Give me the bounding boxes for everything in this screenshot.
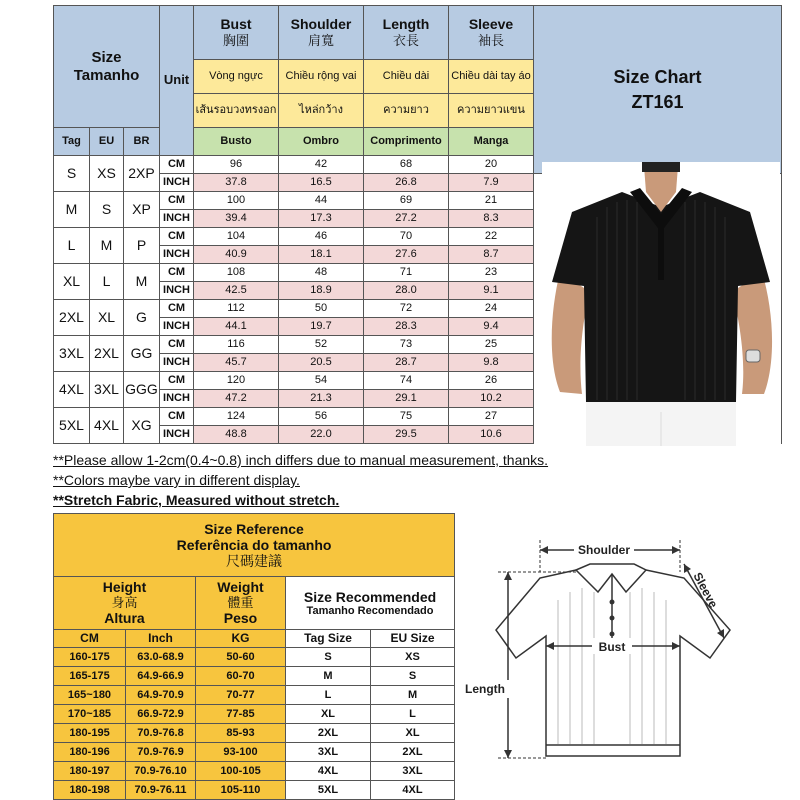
reference-row [54,705,455,724]
height-inch: 70.9-76.11 [126,781,196,800]
sub-header-inch: Inch [126,630,196,648]
unit-cm: CM [160,264,194,282]
reference-row [54,724,455,743]
cm-value: 116 [194,336,279,354]
inch-value: 18.9 [279,282,364,300]
size-reference-title-pt: Referência do tamanho [176,536,332,553]
notes [53,450,548,510]
measure-header-en: Length [382,15,430,32]
inch-value: 27.2 [364,210,449,228]
weight-kg: 60-70 [196,667,286,686]
cm-value: 20 [449,156,534,174]
inch-value: 7.9 [449,174,534,192]
cm-value: 42 [279,156,364,174]
cm-value: 73 [364,336,449,354]
sub-header-cm: CM [54,630,126,648]
weight-kg: 100-105 [196,762,286,781]
measure-header-th: เส้นรอบวงทรงอก [194,94,279,128]
reference-row [54,667,455,686]
eu-size: 2XL [371,743,455,762]
tag-size: M [286,667,371,686]
measure-header-pt: Comprimento [364,128,449,156]
height-inch: 64.9-70.9 [126,686,196,705]
weight-zh: 體重 [227,594,254,610]
model-photo [542,162,780,446]
cm-value: 104 [194,228,279,246]
eu-size: L [90,264,124,300]
shoulder-label: Shoulder [577,543,631,557]
br-size: GGG [124,372,160,408]
height-cm: 180-196 [54,743,126,762]
shirt-outline [496,564,730,756]
eu-size: S [371,667,455,686]
cm-value: 56 [279,408,364,426]
weight-en: Weight [217,579,264,596]
height-cm: 180-195 [54,724,126,743]
chart-title-line1: Size Chart [613,66,702,87]
cm-value: 48 [279,264,364,282]
unit-cm: CM [160,228,194,246]
tag-size: S [54,156,90,192]
br-size: XG [124,408,160,444]
reference-row [54,743,455,762]
eu-size: 3XL [371,762,455,781]
size-header-pt: Tamanho [73,66,140,84]
weight-kg: 50-60 [196,648,286,667]
note-colors: **Colors maybe vary in different display. [53,472,300,488]
inch-value: 16.5 [279,174,364,192]
eu-size: XS [90,156,124,192]
weight-kg: 93-100 [196,743,286,762]
cm-value: 112 [194,300,279,318]
cm-value: 44 [279,192,364,210]
measure-header-vi: Vòng ngực [194,60,279,94]
cm-value: 52 [279,336,364,354]
tag-size: S [286,648,371,667]
inch-value: 47.2 [194,390,279,408]
inch-value: 29.5 [364,426,449,444]
br-size: P [124,228,160,264]
cm-value: 46 [279,228,364,246]
cm-value: 75 [364,408,449,426]
weight-kg: 105-110 [196,781,286,800]
inch-value: 9.8 [449,354,534,372]
unit-cm: CM [160,336,194,354]
cm-value: 70 [364,228,449,246]
eu-size: M [371,686,455,705]
eu-size: XS [371,648,455,667]
recommended-en: Size Recommended [303,588,437,605]
height-inch: 70.9-76.10 [126,762,196,781]
cm-value: 71 [364,264,449,282]
chart-title-line2: ZT161 [631,91,684,112]
height-cm: 165~180 [54,686,126,705]
height-zh: 身高 [111,594,138,610]
tag-size: 3XL [286,743,371,762]
size-reference-title-en: Size Reference [204,520,304,537]
reference-row [54,686,455,705]
unit-cm: CM [160,192,194,210]
size-reference-table [53,513,455,800]
eu-size: XL [371,724,455,743]
cm-value: 74 [364,372,449,390]
measure-header-en: Shoulder [290,15,352,32]
reference-row [54,781,455,800]
inch-value: 28.0 [364,282,449,300]
unit-cm: CM [160,156,194,174]
br-size: 2XP [124,156,160,192]
unit-cm: CM [160,372,194,390]
size-reference-title-zh: 尺碼建議 [226,553,283,570]
tag-size: XL [54,264,90,300]
inch-value: 9.1 [449,282,534,300]
inch-value: 28.7 [364,354,449,372]
measure-header-zh: 袖長 [477,33,504,49]
eu-size: 4XL [371,781,455,800]
weight-kg: 77-85 [196,705,286,724]
height-inch: 64.9-66.9 [126,667,196,686]
measure-header-sleeve [449,6,534,60]
inch-value: 21.3 [279,390,364,408]
inch-value: 40.9 [194,246,279,264]
unit-inch: INCH [160,390,194,408]
inch-value: 44.1 [194,318,279,336]
tag-size: L [286,686,371,705]
inch-value: 28.3 [364,318,449,336]
eu-size: XL [90,300,124,336]
cm-value: 23 [449,264,534,282]
height-en: Height [102,579,147,596]
cm-value: 21 [449,192,534,210]
inch-value: 10.6 [449,426,534,444]
measure-header-zh: 肩寬 [307,33,334,49]
reference-row [54,648,455,667]
weight-kg: 70-77 [196,686,286,705]
unit-inch: INCH [160,354,194,372]
measure-header-en: Bust [220,15,252,32]
unit-inch: INCH [160,426,194,444]
tag-size: 5XL [286,781,371,800]
cm-value: 50 [279,300,364,318]
inch-value: 10.2 [449,390,534,408]
eu-size: 4XL [90,408,124,444]
weight-header [196,577,286,630]
recommended-header [286,577,455,630]
tag-size: XL [286,705,371,724]
eu-size: 3XL [90,372,124,408]
tag-size: 2XL [54,300,90,336]
measure-header-en: Sleeve [468,15,514,32]
cm-value: 54 [279,372,364,390]
measure-header-th: ไหล่กว้าง [279,94,364,128]
cm-value: 69 [364,192,449,210]
height-inch: 63.0-68.9 [126,648,196,667]
measure-header-pt: Ombro [279,128,364,156]
inch-value: 8.7 [449,246,534,264]
inch-value: 22.0 [279,426,364,444]
height-cm: 165-175 [54,667,126,686]
chart-title [534,6,782,174]
unit-inch: INCH [160,246,194,264]
unit-inch: INCH [160,282,194,300]
br-size: M [124,264,160,300]
size-reference-title [54,514,455,577]
height-cm: 180-198 [54,781,126,800]
tag-size: 3XL [54,336,90,372]
inch-value: 29.1 [364,390,449,408]
cm-value: 124 [194,408,279,426]
unit-cm: CM [160,300,194,318]
length-label: Length [465,682,505,696]
measure-header-zh: 衣長 [392,33,419,49]
size-header-en: Size [91,49,122,67]
tag-size: L [54,228,90,264]
inch-value: 45.7 [194,354,279,372]
sub-header-eu-size: EU Size [371,630,455,648]
measure-header-length [364,6,449,60]
measure-header-pt: Busto [194,128,279,156]
tag-size: M [54,192,90,228]
br-size: G [124,300,160,336]
eu-size: L [371,705,455,724]
height-pt: Altura [104,610,145,627]
measure-header-bust [194,6,279,60]
inch-value: 37.8 [194,174,279,192]
measure-header-shoulder [279,6,364,60]
height-inch: 70.9-76.9 [126,743,196,762]
inch-value: 42.5 [194,282,279,300]
unit-inch: INCH [160,210,194,228]
tag-header-br: BR [124,128,160,156]
unit-inch: INCH [160,174,194,192]
cm-value: 26 [449,372,534,390]
sub-header-tag-size: Tag Size [286,630,371,648]
height-inch: 66.9-72.9 [126,705,196,724]
note-stretch: **Stretch Fabric, Measured without stretch. [53,492,340,508]
tag-size: 4XL [286,762,371,781]
cm-value: 108 [194,264,279,282]
height-cm: 170~185 [54,705,126,724]
note-measurement: **Please allow 1-2cm(0.4~0.8) inch differs due to manual measurement, thanks. [53,452,549,468]
measurement-diagram [458,530,758,780]
tag-header-tag: Tag [54,128,90,156]
sub-header-kg: KG [196,630,286,648]
inch-value: 8.3 [449,210,534,228]
eu-size: 2XL [90,336,124,372]
cm-value: 68 [364,156,449,174]
eu-size: S [90,192,124,228]
height-cm: 180-197 [54,762,126,781]
unit-cm: CM [160,408,194,426]
cm-value: 96 [194,156,279,174]
height-header [54,577,196,630]
cm-value: 22 [449,228,534,246]
size-header [54,6,160,128]
unit-header: Unit [160,6,194,156]
br-size: GG [124,336,160,372]
recommended-pt: Tamanho Recomendado [306,604,434,617]
weight-kg: 85-93 [196,724,286,743]
height-inch: 70.9-76.8 [126,724,196,743]
inch-value: 18.1 [279,246,364,264]
inch-value: 39.4 [194,210,279,228]
inch-value: 26.8 [364,174,449,192]
weight-pt: Peso [223,610,258,627]
sleeve-label: Sleeve [690,570,721,611]
tag-header-eu: EU [90,128,124,156]
cm-value: 25 [449,336,534,354]
measure-header-th: ความยาว [364,94,449,128]
br-size: XP [124,192,160,228]
inch-value: 48.8 [194,426,279,444]
measure-header-zh: 胸圍 [222,33,249,49]
unit-inch: INCH [160,318,194,336]
cm-value: 100 [194,192,279,210]
height-cm: 160-175 [54,648,126,667]
inch-value: 19.7 [279,318,364,336]
measure-header-pt: Manga [449,128,534,156]
inch-value: 9.4 [449,318,534,336]
tag-size: 5XL [54,408,90,444]
measure-header-vi: Chiều dài [364,60,449,94]
cm-value: 72 [364,300,449,318]
eu-size: M [90,228,124,264]
tag-size: 2XL [286,724,371,743]
inch-value: 27.6 [364,246,449,264]
cm-value: 120 [194,372,279,390]
cm-value: 24 [449,300,534,318]
measure-header-th: ความยาวแขน [449,94,534,128]
measure-header-vi: Chiều rộng vai [279,60,364,94]
measure-header-vi: Chiều dài tay áo [449,60,534,94]
reference-row [54,762,455,781]
inch-value: 17.3 [279,210,364,228]
tag-size: 4XL [54,372,90,408]
inch-value: 20.5 [279,354,364,372]
cm-value: 27 [449,408,534,426]
bust-label: Bust [598,640,626,654]
